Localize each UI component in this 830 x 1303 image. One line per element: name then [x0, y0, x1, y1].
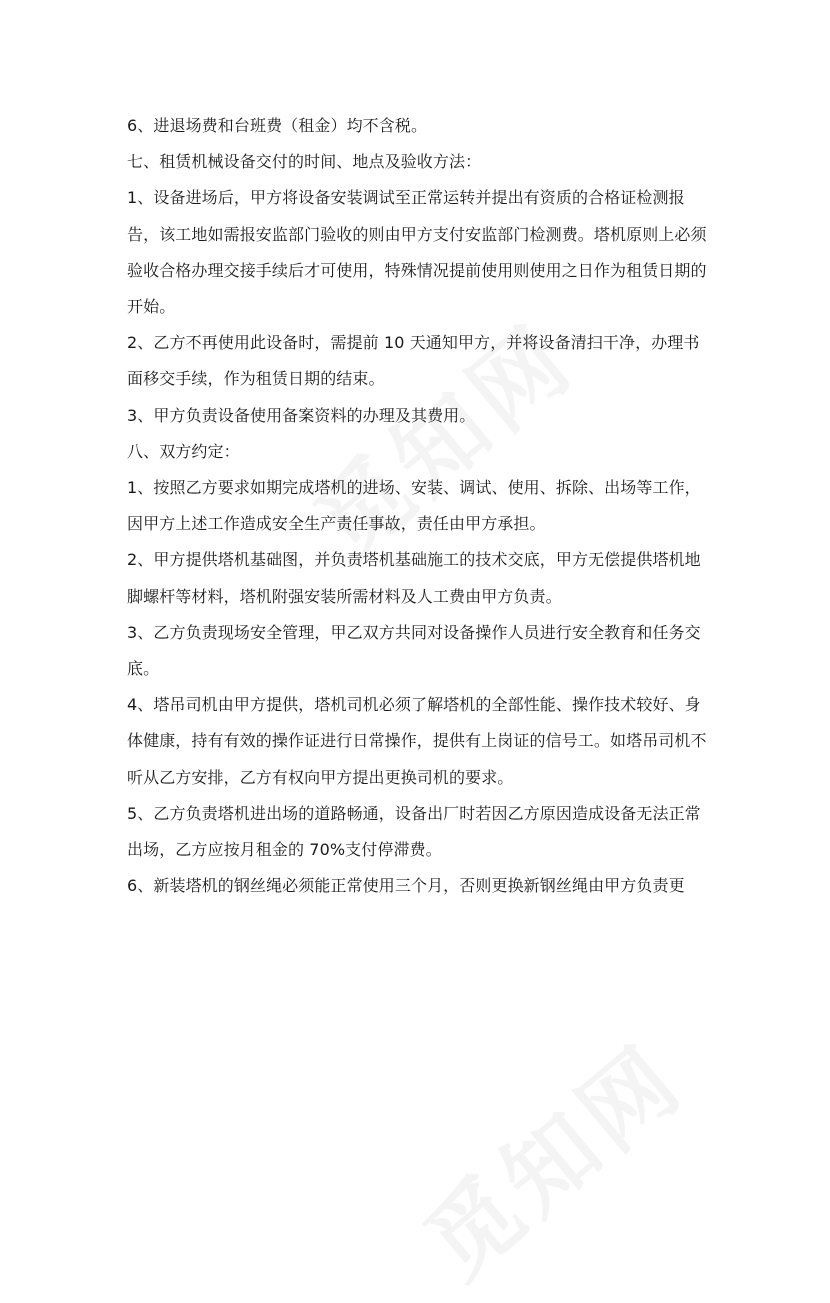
section-heading-agreement: 八、双方约定：	[127, 441, 240, 461]
document-body	[127, 108, 713, 904]
paragraph-agreement-6: 6、新装塔机的钢丝绳必须能正常使用三个月，否则更换新钢丝绳由甲方负责更	[127, 876, 685, 896]
paragraph-delivery-2: 2、乙方不再使用此设备时，需提前 10 天通知甲方，并将设备清扫干净，办理书面移交手续，作为租赁日期的结束。	[127, 333, 700, 389]
paragraph-agreement-3: 3、乙方负责现场安全管理，甲乙双方共同对设备操作人员进行安全教育和任务交底。	[127, 622, 701, 679]
paragraph-delivery-3: 3、甲方负责设备使用备案资料的办理及其费用。	[127, 405, 476, 425]
paragraph-agreement-1: 1、按照乙方要求如期完成塔机的进场、安装、调试、使用、拆除、出场等工作，因甲方上述工作造成安全生产责任事故，责任由甲方承担。	[127, 478, 701, 534]
paragraph-agreement-4: 4、塔吊司机由甲方提供，塔机司机必须了解塔机的全部性能、操作技术较好、身体健康，持有有效的操作证进行日常操作，提供有上岗证的信号工。如塔吊司机不听从乙方安排，乙方有权向甲方提出更换司机的要求。	[127, 695, 707, 787]
paragraph-agreement-5: 5、乙方负责塔机进出场的道路畅通，设备出厂时若因乙方原因造成设备无法正常出场，乙方应按月租金的 70%支付停滞费。	[127, 803, 701, 860]
paragraph-fee-tax: 6、进退场费和台班费（租金）均不含税。	[127, 116, 428, 135]
paragraph-delivery-1: 1、设备进场后，甲方将设备安装调试至正常运转并提出有资质的合格证检测报告，该工地如需报安监部门验收的则由甲方支付安监部门检测费。塔机原则上必须验收合格办理交接手续后才可使用，特殊情况提前使用则使用之日作为租赁日期的开始。	[127, 188, 707, 317]
section-heading-delivery: 七、租赁机械设备交付的时间、地点及验收方法：	[127, 152, 482, 172]
paragraph-agreement-2: 2、甲方提供塔机基础图，并负责塔机基础施工的技术交底，甲方无偿提供塔机地脚螺杆等材料，塔机附强安装所需材料及人工费由甲方负责。	[127, 550, 701, 606]
watermark-lower	[393, 1009, 708, 1303]
